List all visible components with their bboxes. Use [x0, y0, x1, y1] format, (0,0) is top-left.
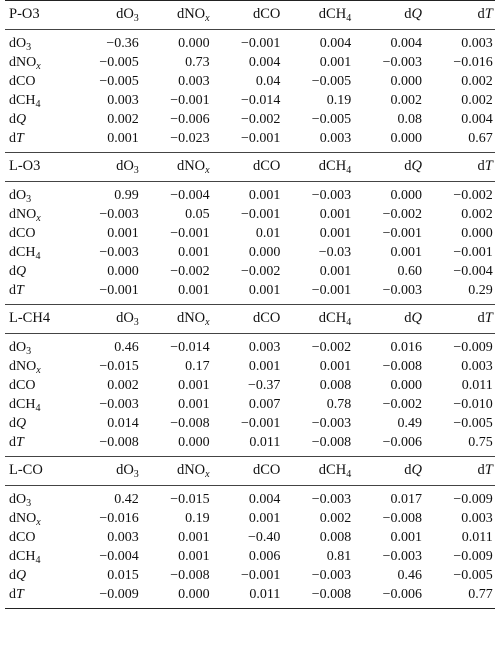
table-block-l-ch4 — [5, 307, 495, 456]
row-label: dNO$_x$ — [9, 510, 41, 528]
table-cell: 0.011 — [249, 434, 281, 450]
column-header: dCH$_4$ — [318, 309, 352, 328]
table-cell: 0.001 — [178, 396, 210, 412]
table-cell: −0.03 — [318, 244, 352, 260]
table-cell: 0.75 — [468, 434, 493, 450]
row-label: dCO — [9, 377, 36, 393]
column-header: dNO$_x$ — [176, 157, 210, 176]
column-header: dCH$_4$ — [318, 5, 352, 24]
table-cell: 0.78 — [326, 396, 352, 412]
table-row — [5, 357, 495, 376]
table-cell: −0.001 — [382, 225, 422, 241]
table-cell: 0.003 — [461, 510, 493, 526]
row-label: dT — [9, 130, 24, 146]
table-cell: 0.001 — [319, 225, 352, 241]
table-cell: −0.002 — [240, 111, 281, 127]
table-cell: −0.003 — [311, 567, 352, 583]
table-cell: 0.000 — [107, 263, 139, 279]
table-cell: −0.006 — [170, 111, 210, 127]
table-cell: 0.008 — [319, 529, 352, 545]
table-cell: 0.19 — [326, 92, 352, 108]
table-row — [5, 547, 495, 566]
table-cell: −0.005 — [311, 111, 352, 127]
row-label: dT — [9, 434, 24, 450]
row-label: dQ — [9, 567, 27, 583]
row-label: dCO — [9, 225, 36, 241]
column-header: dQ — [404, 5, 422, 22]
table-cell: 0.67 — [468, 130, 493, 146]
table-cell: 0.000 — [461, 225, 493, 241]
table-cell: 0.002 — [107, 111, 139, 127]
table-cell: −0.001 — [240, 35, 281, 51]
table-row — [5, 395, 495, 414]
table-cell: 0.002 — [461, 92, 493, 108]
column-header: $dO_3$ — [116, 461, 139, 480]
table-cell: −0.015 — [99, 358, 139, 374]
table-cell: −0.003 — [311, 415, 352, 431]
column-header: $dO_3$ — [116, 5, 139, 24]
table-cell: 0.001 — [178, 529, 210, 545]
row-label: $dO_3$ — [9, 187, 32, 205]
table-cell: −0.008 — [311, 586, 352, 602]
table-cell: 0.46 — [397, 567, 422, 583]
table-cell: −0.002 — [311, 339, 352, 355]
table-cell: 0.003 — [319, 130, 352, 146]
table-cell: 0.73 — [185, 54, 210, 70]
table-cell: 0.001 — [390, 244, 422, 260]
column-header: $dO_3$ — [116, 157, 139, 176]
table-row — [5, 490, 495, 509]
column-header: dNO$_x$ — [176, 461, 210, 480]
table-cell: −0.008 — [382, 510, 422, 526]
column-header: dQ — [404, 461, 422, 478]
table-cell: 0.000 — [390, 187, 422, 203]
table-cell: 0.002 — [390, 92, 422, 108]
table-cell: −0.003 — [99, 396, 139, 412]
table-cell: −0.003 — [99, 206, 139, 222]
table-cell: −0.005 — [99, 54, 139, 70]
table-cell: −0.002 — [382, 206, 422, 222]
table-cell: 0.002 — [461, 206, 493, 222]
row-label: dCO — [9, 529, 36, 545]
table-cell: −0.006 — [382, 434, 422, 450]
table-cell: −0.005 — [311, 73, 352, 89]
table-cell: −0.008 — [170, 567, 210, 583]
table-cell: 0.000 — [248, 244, 281, 260]
table-cell: −0.003 — [311, 187, 352, 203]
block-rule — [5, 304, 495, 305]
table-cell: 0.000 — [390, 377, 422, 393]
block-header — [5, 307, 495, 329]
row-label: dT — [9, 586, 24, 602]
block-name: L-O3 — [9, 157, 41, 174]
block-header — [5, 459, 495, 481]
table-row — [5, 509, 495, 528]
table-row — [5, 338, 495, 357]
row-label: $dO_3$ — [9, 35, 32, 53]
table-cell: −0.006 — [382, 586, 422, 602]
table-cell: 0.99 — [114, 187, 139, 203]
table-row — [5, 281, 495, 300]
table-cell: 0.002 — [319, 510, 352, 526]
table-row — [5, 414, 495, 433]
table-cell: 0.81 — [326, 548, 352, 564]
row-label: $dO_3$ — [9, 491, 32, 509]
table-cell: 0.01 — [255, 225, 281, 241]
table-cell: −0.009 — [453, 491, 493, 507]
row-label: dCH$_4$ — [9, 548, 41, 566]
table-cell: 0.001 — [107, 130, 139, 146]
table-cell: 0.003 — [461, 358, 493, 374]
table-cell: 0.004 — [461, 111, 493, 127]
table-cell: 0.001 — [248, 358, 281, 374]
table-cell: −0.002 — [453, 187, 493, 203]
table-cell: 0.016 — [390, 339, 422, 355]
table-cell: 0.001 — [178, 244, 210, 260]
table-cell: −0.005 — [453, 415, 493, 431]
table-cell: 0.004 — [248, 54, 281, 70]
column-header: dCH$_4$ — [318, 461, 352, 480]
block-header — [5, 3, 495, 25]
table-cell: 0.001 — [390, 529, 422, 545]
row-label: dCH$_4$ — [9, 396, 41, 414]
column-header: dCO — [252, 309, 281, 326]
table-cell: −0.008 — [99, 434, 139, 450]
column-header: dQ — [404, 157, 422, 174]
table-row — [5, 566, 495, 585]
table-cell: 0.006 — [248, 548, 281, 564]
table-cell: 0.001 — [248, 282, 281, 298]
table-cell: 0.000 — [178, 35, 210, 51]
column-header: dCO — [252, 5, 281, 22]
row-label: dQ — [9, 415, 27, 431]
table-cell: 0.001 — [319, 263, 352, 279]
table-row — [5, 528, 495, 547]
table-cell: −0.001 — [453, 244, 493, 260]
table-cell: −0.36 — [106, 35, 139, 51]
row-label: dT — [9, 282, 24, 298]
table-cell: 0.001 — [178, 282, 210, 298]
table-row — [5, 72, 495, 91]
table-cell: −0.004 — [170, 187, 210, 203]
table-row — [5, 205, 495, 224]
table-cell: −0.001 — [99, 282, 139, 298]
table-cell: 0.001 — [178, 377, 210, 393]
row-label: $dO_3$ — [9, 339, 32, 357]
table-cell: 0.002 — [107, 377, 139, 393]
table-cell: 0.08 — [397, 111, 422, 127]
table-cell: 0.001 — [107, 225, 139, 241]
table-row — [5, 262, 495, 281]
table-row — [5, 433, 495, 452]
table-cell: −0.009 — [453, 548, 493, 564]
table-cell: 0.014 — [107, 415, 139, 431]
table-cell: 0.004 — [248, 491, 281, 507]
table-cell: 0.011 — [461, 377, 493, 393]
row-label: dCH$_4$ — [9, 244, 41, 262]
table-cell: 0.001 — [248, 510, 281, 526]
column-header: dNO$_x$ — [176, 5, 210, 24]
table-cell: 0.015 — [107, 567, 139, 583]
table-cell: 0.003 — [178, 73, 210, 89]
table-cell: 0.001 — [248, 187, 281, 203]
table-cell: 0.17 — [185, 358, 210, 374]
row-label: dCO — [9, 73, 36, 89]
table-cell: 0.011 — [461, 529, 493, 545]
column-header: dT — [477, 309, 493, 326]
row-label: dCH$_4$ — [9, 92, 41, 110]
block-name: L-CH4 — [9, 309, 51, 326]
table-cell: 0.49 — [397, 415, 422, 431]
block-header — [5, 155, 495, 177]
table-cell: −0.001 — [240, 567, 281, 583]
column-header: dT — [477, 5, 493, 22]
row-label: dNO$_x$ — [9, 54, 41, 72]
table-cell: 0.000 — [178, 434, 210, 450]
table-cell: 0.002 — [461, 73, 493, 89]
table-cell: 0.007 — [248, 396, 281, 412]
block-rule — [5, 152, 495, 153]
table-row — [5, 129, 495, 148]
table-row — [5, 186, 495, 205]
table-cell: 0.05 — [185, 206, 210, 222]
table-cell: 0.04 — [255, 73, 281, 89]
column-header: dNO$_x$ — [176, 309, 210, 328]
table-cell: 0.001 — [319, 54, 352, 70]
top-rule — [5, 0, 495, 1]
block-name: L-CO — [9, 461, 43, 478]
table-row — [5, 224, 495, 243]
table-cell: −0.40 — [247, 529, 281, 545]
table-cell: 0.19 — [185, 510, 210, 526]
table-cell: −0.023 — [170, 130, 210, 146]
table-cell: −0.004 — [453, 263, 493, 279]
table-cell: 0.29 — [468, 282, 493, 298]
column-header: dCO — [252, 461, 281, 478]
row-label: dQ — [9, 111, 27, 127]
table-cell: 0.003 — [107, 92, 139, 108]
table-cell: 0.001 — [319, 206, 352, 222]
table-cell: 0.008 — [319, 377, 352, 393]
table-row — [5, 585, 495, 604]
block-name: P-O3 — [9, 5, 40, 22]
table-cell: −0.002 — [382, 396, 422, 412]
table-cell: −0.003 — [382, 54, 422, 70]
table-row — [5, 34, 495, 53]
block-rule — [5, 456, 495, 457]
table-cell: −0.001 — [311, 282, 352, 298]
table-cell: −0.37 — [247, 377, 281, 393]
table-cell: −0.009 — [99, 586, 139, 602]
table-cell: −0.015 — [170, 491, 210, 507]
table-block-l-co — [5, 459, 495, 608]
sensitivity-table — [5, 0, 495, 609]
table-cell: 0.004 — [319, 35, 352, 51]
table-cell: −0.010 — [453, 396, 493, 412]
table-cell: −0.003 — [311, 491, 352, 507]
table-cell: −0.001 — [240, 206, 281, 222]
column-header: dQ — [404, 309, 422, 326]
table-cell: −0.004 — [99, 548, 139, 564]
block-rule — [5, 608, 495, 609]
table-cell: 0.42 — [114, 491, 139, 507]
table-cell: 0.60 — [397, 263, 422, 279]
table-row — [5, 243, 495, 262]
table-cell: 0.003 — [461, 35, 493, 51]
table-cell: −0.001 — [240, 130, 281, 146]
table-row — [5, 376, 495, 395]
table-block-l-o3 — [5, 155, 495, 304]
table-cell: 0.000 — [390, 73, 422, 89]
table-block-p-o3 — [5, 3, 495, 152]
column-header: dCH$_4$ — [318, 157, 352, 176]
table-cell: −0.016 — [453, 54, 493, 70]
table-cell: −0.014 — [170, 339, 210, 355]
table-cell: −0.005 — [99, 73, 139, 89]
table-row — [5, 110, 495, 129]
table-cell: −0.001 — [170, 92, 210, 108]
table-cell: −0.003 — [382, 282, 422, 298]
table-cell: −0.008 — [170, 415, 210, 431]
table-cell: 0.000 — [178, 586, 210, 602]
table-cell: −0.008 — [311, 434, 352, 450]
row-label: dNO$_x$ — [9, 206, 41, 224]
table-cell: 0.003 — [248, 339, 281, 355]
table-cell: 0.001 — [319, 358, 352, 374]
table-cell: −0.001 — [170, 225, 210, 241]
row-label: dNO$_x$ — [9, 358, 41, 376]
table-cell: −0.008 — [382, 358, 422, 374]
column-header: $dO_3$ — [116, 309, 139, 328]
table-cell: 0.001 — [178, 548, 210, 564]
table-cell: 0.46 — [114, 339, 139, 355]
table-cell: 0.000 — [390, 130, 422, 146]
column-header: dT — [477, 461, 493, 478]
table-cell: 0.003 — [107, 529, 139, 545]
table-cell: −0.003 — [382, 548, 422, 564]
table-cell: −0.005 — [453, 567, 493, 583]
table-cell: −0.014 — [240, 92, 281, 108]
table-cell: 0.004 — [390, 35, 422, 51]
column-header: dCO — [252, 157, 281, 174]
table-row — [5, 91, 495, 110]
table-cell: −0.002 — [240, 263, 281, 279]
table-row — [5, 53, 495, 72]
table-cell: 0.011 — [249, 586, 281, 602]
table-cell: −0.001 — [240, 415, 281, 431]
table-cell: −0.002 — [170, 263, 210, 279]
table-cell: −0.016 — [99, 510, 139, 526]
row-label: dQ — [9, 263, 27, 279]
table-cell: 0.77 — [468, 586, 493, 602]
table-cell: −0.009 — [453, 339, 493, 355]
column-header: dT — [477, 157, 493, 174]
table-cell: −0.003 — [99, 244, 139, 260]
table-cell: 0.017 — [390, 491, 422, 507]
